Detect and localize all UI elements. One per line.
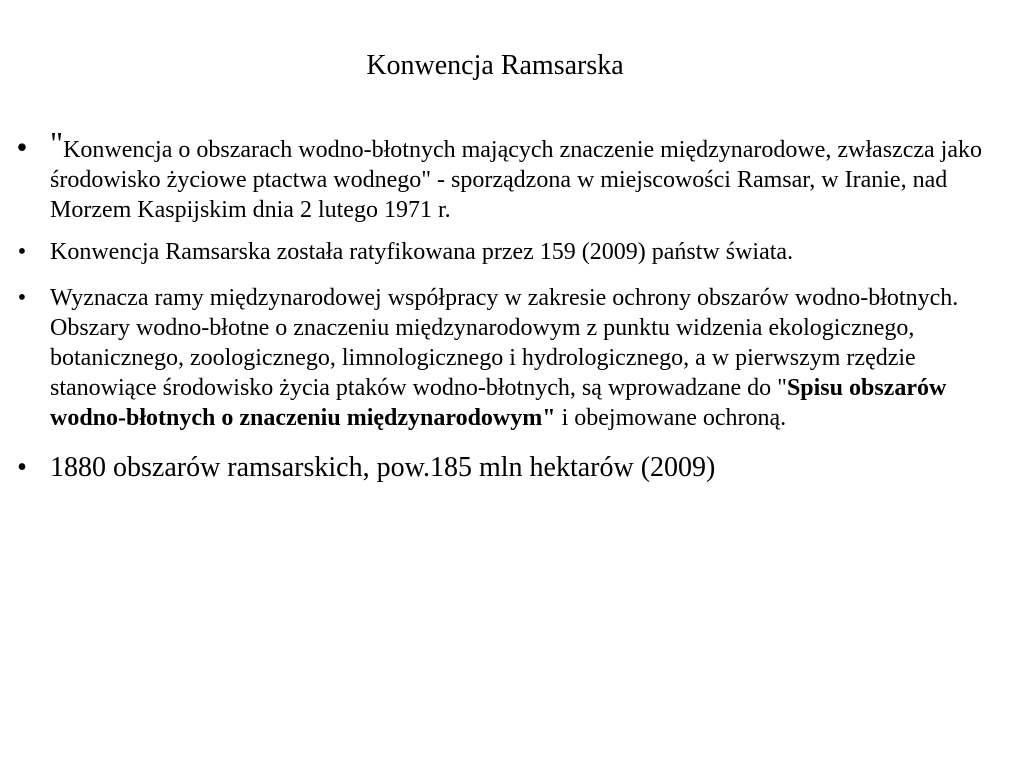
opening-quote: " xyxy=(50,125,64,161)
slide-title: Konwencja Ramsarska xyxy=(366,50,624,81)
bullet-text: 1880 obszarów ramsarskich, pow.185 mln hektarów (2009) xyxy=(50,452,716,483)
bullet-text: Wyznacza ramy międzynarodowej współpracy w zakresie ochrony obszarów wodno-błotnych. Obszary wodno-błotne o znaczeniu międzynarodowym z punktu widzenia ekologicznego, botanicznego, zoologicznego, limnologicznego i hydrologicznego, a w pierwszym rzędzie stanowiące środowisko życia ptaków wodno-błotnych, są wprowadzane do " xyxy=(50,285,959,401)
bullet-text-tail: i obejmowane ochroną. xyxy=(555,405,787,431)
bullet-list xyxy=(12,125,1014,485)
bullet-item-framework xyxy=(12,283,1014,433)
bullet-icon: • xyxy=(17,285,27,311)
bullet-bold-text: Spisu obszarów wodno-błotnych o znaczeniu międzynarodowym" xyxy=(50,375,947,431)
bullet-icon: • xyxy=(17,452,27,483)
bullet-icon: • xyxy=(17,239,27,265)
bullet-item-convention-name xyxy=(12,125,1014,225)
bullet-item-statistics xyxy=(12,451,1014,485)
bullet-text: Konwencja o obszarach wodno-błotnych mających znaczenie międzynarodowe, zwłaszcza jako środowisko życiowe ptactwa wodnego" - sporządzona w miejscowości Ramsar, w Iranie, nad Morzem Kaspijskim dnia 2 lutego 1971 r. xyxy=(50,137,982,223)
bullet-item-ratification xyxy=(12,237,1014,267)
bullet-icon: • xyxy=(16,129,28,165)
bullet-text: Konwencja Ramsarska została ratyfikowana przez 159 (2009) państw świata. xyxy=(50,239,794,265)
